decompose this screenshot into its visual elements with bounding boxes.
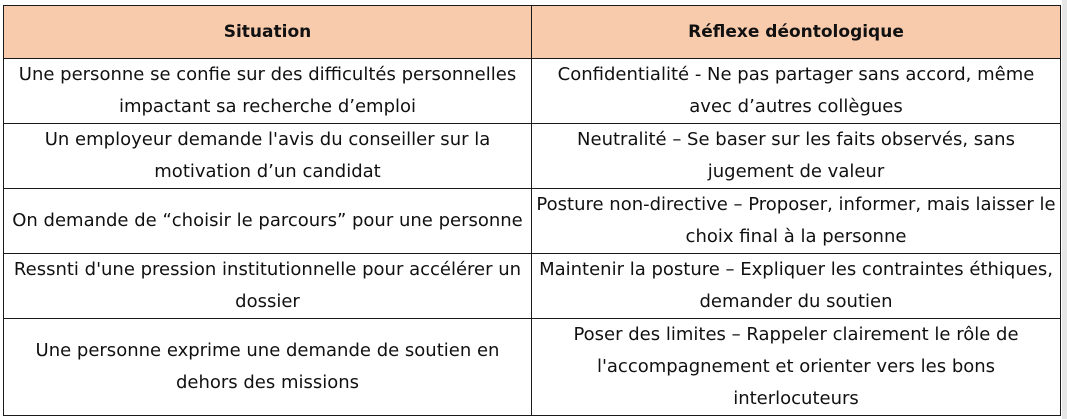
table-row [4,319,1061,416]
table-row [4,59,1061,124]
deontology-table [3,5,1061,416]
header-situation: Situation [4,6,532,59]
header-reflexe: Réflexe déontologique [532,6,1061,59]
page-edge [1062,0,1067,419]
reflexe-cell: Maintenir la posture – Expliquer les contraintes éthiques, demander du soutien [532,254,1061,319]
situation-cell: Une personne exprime une demande de soutien en dehors des missions [4,319,532,416]
table-row [4,254,1061,319]
situation-cell: Un employeur demande l'avis du conseiller sur la motivation d’un candidat [4,124,532,189]
table-row [4,189,1061,254]
situation-cell: Ressnti d'une pression institutionnelle pour accélérer un dossier [4,254,532,319]
reflexe-cell: Poser des limites – Rappeler clairement le rôle de l'accompagnement et orienter vers les bons interlocuteurs [532,319,1061,416]
situation-cell: Une personne se confie sur des difficultés personnelles impactant sa recherche d’emploi [4,59,532,124]
table-row [4,124,1061,189]
situation-cell: On demande de “choisir le parcours” pour une personne [4,189,532,254]
deontology-table-container [3,5,1060,416]
reflexe-cell: Posture non-directive – Proposer, informer, mais laisser le choix final à la personne [532,189,1061,254]
table-header-row [4,6,1061,59]
reflexe-cell: Neutralité – Se baser sur les faits observés, sans jugement de valeur [532,124,1061,189]
reflexe-cell: Confidentialité - Ne pas partager sans accord, même avec d’autres collègues [532,59,1061,124]
